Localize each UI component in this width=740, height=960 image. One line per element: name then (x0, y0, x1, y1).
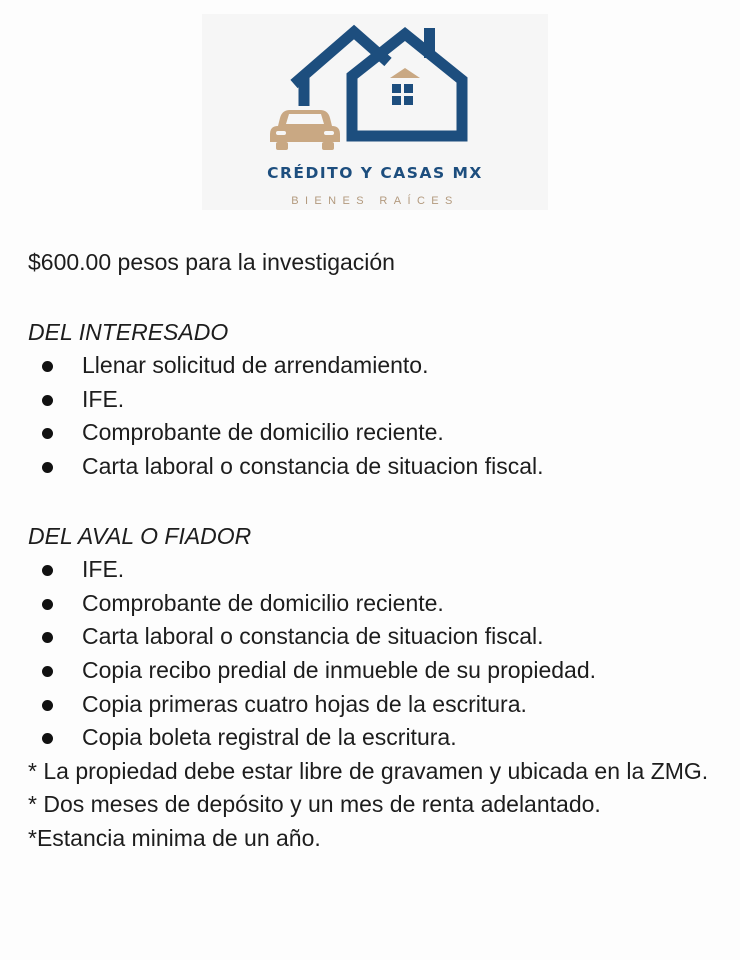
requirements-text (28, 246, 728, 856)
company-logo (202, 14, 548, 210)
roof-accent-icon (390, 68, 420, 78)
car-icon (270, 110, 340, 150)
interesado-heading: DEL INTERESADO (28, 318, 229, 345)
list-item: Copia primeras cuatro hojas de la escritura. (28, 688, 728, 722)
note-property: * La propiedad debe estar libre de gravamen y ubicada en la ZMG. (28, 757, 709, 784)
aval-heading: DEL AVAL O FIADOR (28, 522, 252, 549)
list-item: Copia recibo predial de inmueble de su propiedad. (28, 654, 728, 688)
list-item: IFE. (28, 553, 728, 587)
list-item: Llenar solicitud de arrendamiento. (28, 349, 728, 383)
list-item: IFE. (28, 383, 728, 417)
list-item: Copia boleta registral de la escritura. (28, 721, 728, 755)
brand-name: CRÉDITO Y CASAS MX (267, 164, 483, 182)
window-icon (392, 84, 413, 105)
fee-line: $600.00 pesos para la investigación (28, 249, 395, 275)
interesado-list (28, 349, 728, 483)
note-stay: *Estancia minima de un año. (28, 824, 321, 851)
list-item: Comprobante de domicilio reciente. (28, 587, 728, 621)
aval-list (28, 553, 728, 755)
brand-tagline: BIENES RAÍCES (291, 195, 459, 207)
note-deposit: * Dos meses de depósito y un mes de renta adelantado. (28, 791, 601, 818)
house-icon (202, 14, 548, 164)
list-item: Carta laboral o constancia de situacion fiscal. (28, 620, 728, 654)
list-item: Comprobante de domicilio reciente. (28, 416, 728, 450)
list-item: Carta laboral o constancia de situacion fiscal. (28, 450, 728, 484)
